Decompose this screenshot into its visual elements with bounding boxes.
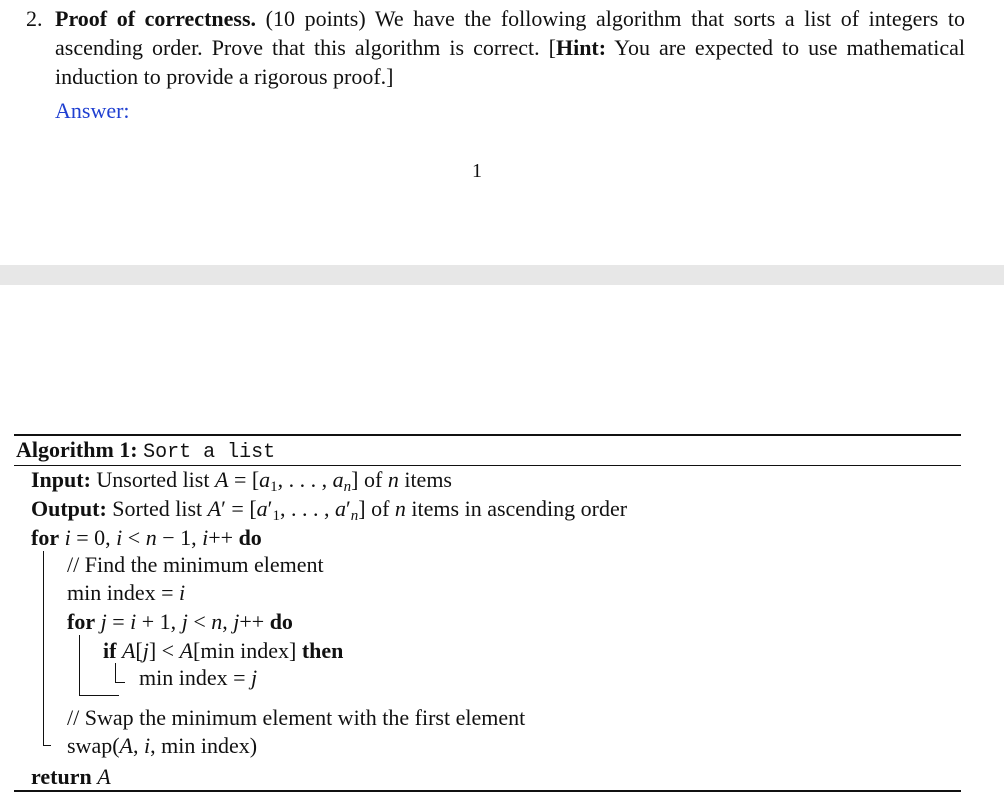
- outer-loop-foot: [43, 745, 51, 746]
- swap-line: swap(A, i, min index): [67, 733, 258, 758]
- question-number: 2.: [26, 6, 43, 31]
- output-label: Output:: [31, 496, 107, 521]
- answer-label: Answer:: [55, 98, 130, 123]
- algorithm-output: Output: Sorted list $A' = [a'_1$, . . . , $a'_n$] of n items in ascending order: [31, 496, 628, 524]
- question-points: (10 points): [265, 6, 366, 31]
- hint-text: You are expected to use mathematical induction to provide a rigorous proof.: [55, 35, 966, 89]
- return-line: return A: [31, 764, 111, 789]
- inner-loop-bar: [79, 635, 80, 695]
- hint-label: Hint:: [555, 35, 607, 60]
- if-line: if A[j] < A[min index] then: [103, 638, 344, 663]
- inner-loop-foot: [79, 695, 119, 696]
- page-bottom: [0, 285, 1004, 810]
- outer-for-line: for i = 0, i < n − 1, i++ do: [31, 525, 262, 550]
- outer-loop-bar: [43, 551, 44, 745]
- assign-min-line: min index = i: [67, 580, 186, 605]
- algorithm-block: [14, 434, 961, 794]
- input-label: Input:: [31, 467, 91, 492]
- comment-swap-line: // Swap the minimum element with the first element: [67, 705, 526, 730]
- algorithm-bottom-rule: [14, 790, 961, 792]
- comment-find-line: // Find the minimum element: [67, 552, 324, 577]
- if-bar: [115, 663, 116, 682]
- page-separator: [0, 265, 1004, 285]
- question-title: Proof of correctness.: [55, 6, 257, 31]
- algorithm-label: Algorithm 1:: [16, 437, 138, 462]
- question-text: We have the following algorithm that sorts a list of integers to ascending order. Prove that this algorithm is correct.: [55, 6, 966, 60]
- inner-for-line: for j = i + 1, j < n, j++ do: [67, 609, 293, 634]
- algorithm-mid-rule: [14, 465, 961, 466]
- algorithm-name: Sort a list: [143, 441, 276, 464]
- if-foot: [115, 682, 125, 683]
- page-top: [0, 0, 1004, 265]
- algorithm-top-rule: [14, 434, 961, 436]
- page-number: 1: [472, 160, 482, 182]
- algorithm-caption: [16, 437, 275, 464]
- algorithm-input: Input: Unsorted list $A = [a_1$, . . . , $a_n$] of n items: [31, 467, 452, 495]
- question-body: Proof of correctness. (10 points) We have the following algorithm that sorts a list of integers to ascending order. Prove that this algorithm is correct. [Hint: You are expected to use mathematical induction to provide a rigorous proof.]: [55, 6, 966, 89]
- assign-j-line: min index = j: [139, 665, 258, 690]
